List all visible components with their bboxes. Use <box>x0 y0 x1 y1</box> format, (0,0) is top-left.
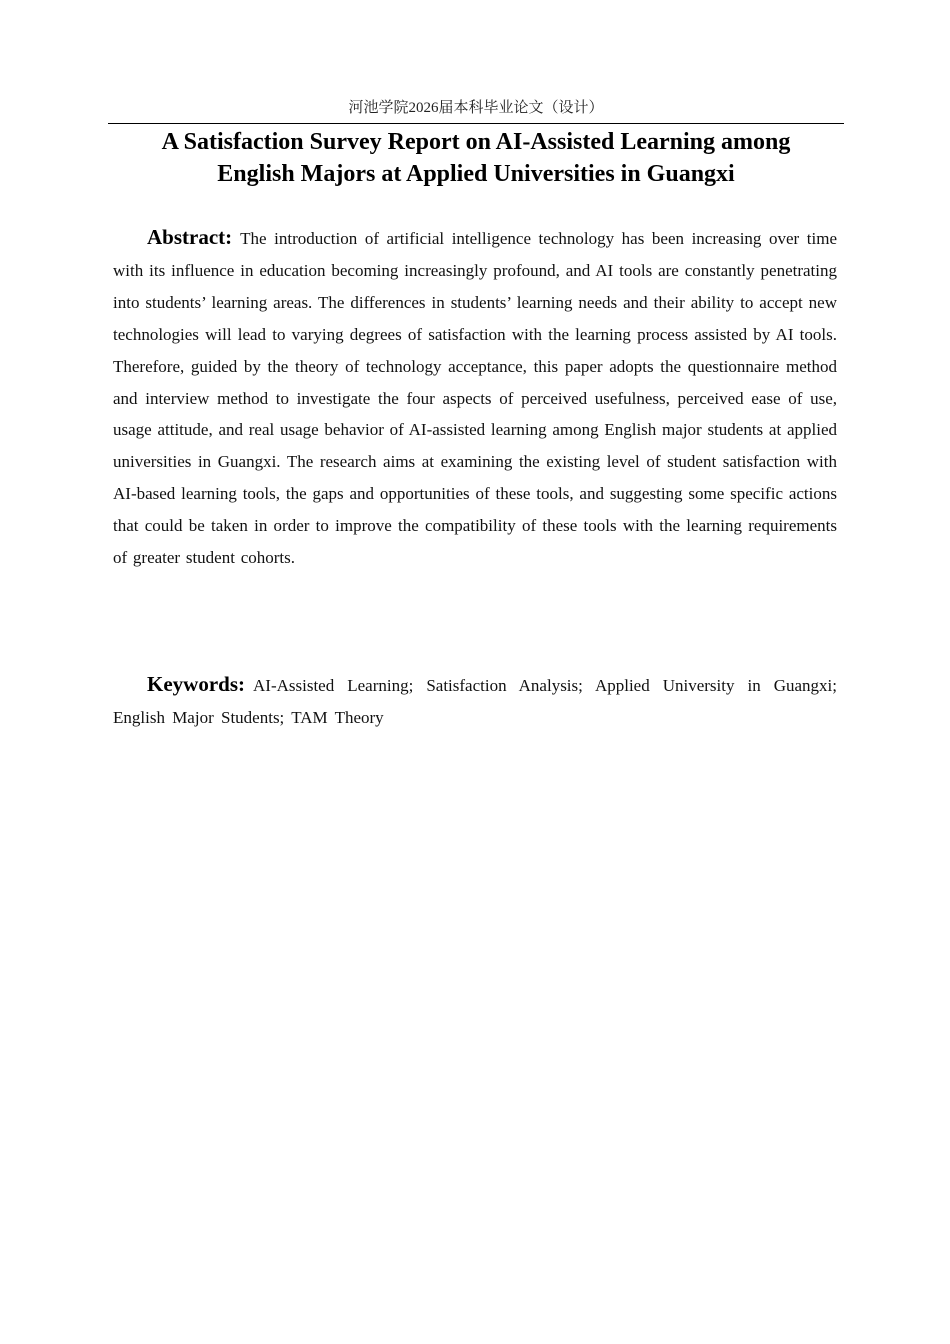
keywords-label: Keywords: <box>147 672 245 696</box>
abstract-text: The introduction of artificial intelligence technology has been increasing over time with its influence in education becoming increasingly profound, and AI tools are constantly penetrating into students’ learning areas. The differences in students’ learning needs and their ability to accept new technologies will lead to varying degrees of satisfaction with the learning process assisted by AI tools. Therefore, guided by the theory of technology acceptance, this paper adopts the questionnaire method and interview method to investigate the four aspects of perceived usefulness, perceived ease of use, usage attitude, and real usage behavior of AI-assisted learning among English major students at applied universities in Guangxi. The research aims at examining the existing level of student satisfaction with AI-based learning tools, the gaps and opportunities of these tools, and suggesting some specific actions that could be taken in order to improve the compatibility of these tools with the learning requirements of greater student cohorts. <box>113 229 837 568</box>
running-header: 河池学院2026届本科毕业论文（设计） <box>348 100 604 116</box>
keywords-paragraph <box>113 669 837 734</box>
paper-title-line-2: English Majors at Applied Universities in Guangxi <box>217 161 735 187</box>
abstract-paragraph <box>113 222 837 574</box>
paper-title <box>108 126 844 190</box>
abstract-label: Abstract: <box>147 225 233 249</box>
paper-title-line-1: A Satisfaction Survey Report on AI-Assisted Learning among <box>161 129 791 155</box>
keywords-text: AI-Assisted Learning; Satisfaction Analysis; Applied University in Guangxi; English Major Students; TAM Theory <box>113 676 837 727</box>
header-rule <box>108 123 844 124</box>
